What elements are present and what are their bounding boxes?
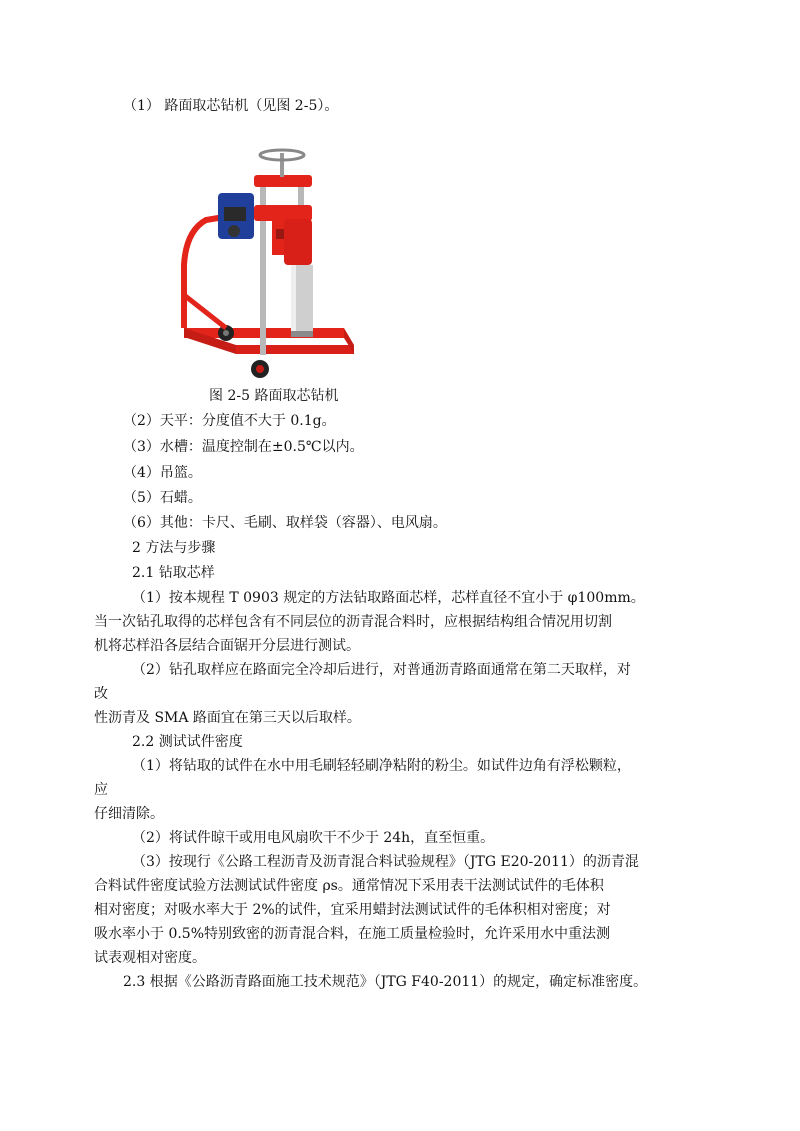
paragraph-2-2-3-line-5: 试表观相对密度。 (94, 950, 206, 966)
section-2-3-heading: 2.3 根据《公路沥青路面施工技术规范》（JTG F40-2011）的规定，确定标准密度。 (123, 974, 648, 990)
machine-carriage (254, 205, 312, 221)
machine-spindle-motor (284, 219, 312, 265)
paragraph-2-1-2-line-2: 改 (94, 686, 108, 702)
figure-caption: 图 2-5 路面取芯钻机 (209, 388, 339, 404)
paragraph-2-2-1-line-1: （1）将钻取的试件在水中用毛刷轻轻刷净粘附的粉尘。如试件边角有浮松颗粒， (132, 758, 631, 774)
machine-base-front (236, 345, 354, 354)
item-4: （4）吊篮。 (123, 465, 202, 481)
section-2-1-heading: 2.1 钻取芯样 (132, 565, 215, 581)
section-2-heading: 2 方法与步骤 (132, 540, 216, 556)
paragraph-2-2-3-line-4: 吸水率小于 0.5%特别致密的沥青混合料，在施工质量检验时，允许采用水中重法测 (94, 926, 611, 942)
item-2: （2）天平：分度值不大于 0.1g。 (123, 413, 336, 429)
item-6: （6）其他：卡尺、毛刷、取样袋（容器）、电风扇。 (123, 515, 447, 531)
item-1: （1） 路面取芯钻机（见图 2-5）。 (123, 98, 339, 114)
paragraph-2-1-1-line-3: 机将芯样沿各层结合面锯开分层进行测试。 (94, 638, 360, 654)
core-drill-machine-figure (176, 145, 356, 385)
paragraph-2-1-1-line-1: （1）按本规程 T 0903 规定的方法钻取路面芯样，芯样直径不宜小于 φ100mm。 (132, 590, 645, 606)
paragraph-2-2-2: （2）将试件晾干或用电风扇吹干不少于 24h，直至恒重。 (132, 830, 495, 846)
paragraph-2-2-3-line-1: （3）按现行《公路工程沥青及沥青混合料试验规程》（JTG E20-2011）的沥青混 (132, 854, 639, 870)
paragraph-2-1-2-line-1: （2）钻孔取样应在路面完全冷却后进行，对普通沥青路面通常在第二天取样，对 (132, 662, 631, 678)
item-5: （5）石蜡。 (123, 490, 202, 506)
paragraph-2-2-3-line-3: 相对密度；对吸水率大于 2%的试件，宜采用蜡封法测试试件的毛体积相对密度；对 (94, 902, 611, 918)
section-2-2-heading: 2.2 测试试件密度 (132, 734, 243, 750)
paragraph-2-2-1-line-3: 仔细清除。 (94, 806, 164, 822)
paragraph-2-1-2-line-3: 性沥青及 SMA 路面宜在第三天以后取样。 (94, 710, 361, 726)
paragraph-2-2-1-line-2: 应 (94, 782, 108, 798)
paragraph-2-1-1-line-2: 当一次钻孔取得的芯样包含有不同层位的沥青混合料时，应根据结构组合情况用切割 (94, 614, 612, 630)
item-3: （3）水槽：温度控制在±0.5℃以内。 (123, 439, 364, 455)
paragraph-2-2-3-line-2: 合料试件密度试验方法测试试件密度 ρs。通常情况下采用表干法测试试件的毛体积 (94, 878, 604, 894)
